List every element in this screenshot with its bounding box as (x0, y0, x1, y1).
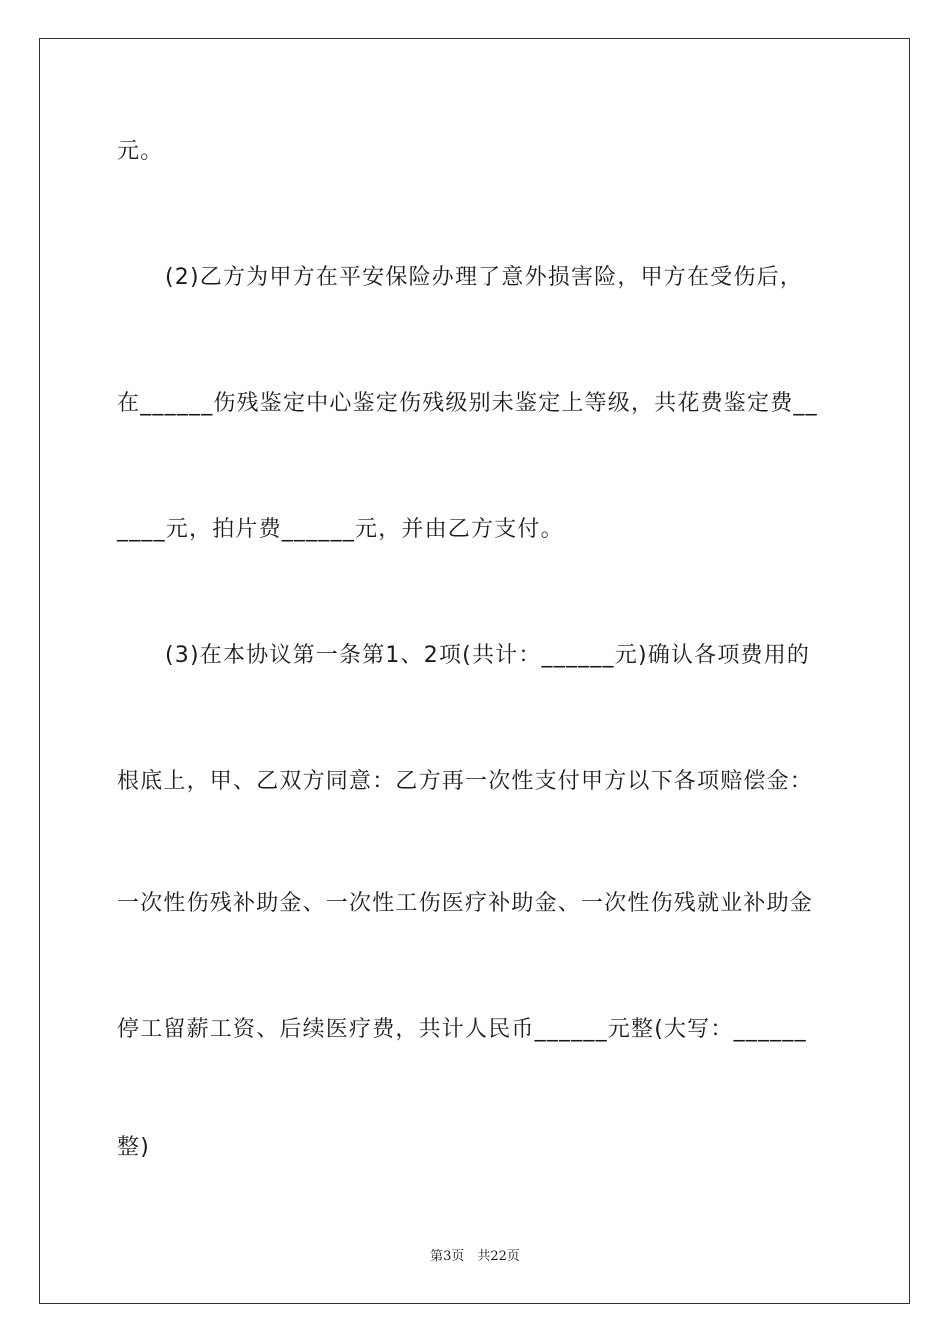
text-line: (2)乙方为甲方在平安保险办理了意外损害险，甲方在受伤后， (165, 265, 803, 290)
text-line: 根底上，甲、乙双方同意：乙方再一次性支付甲方以下各项赔偿金： (117, 769, 814, 794)
text-line: ____元，拍片费______元，并由乙方支付。 (117, 517, 564, 542)
text-line: 元。 (117, 139, 164, 164)
text-line: (3)在本协议第一条第1、2项(共计：______元)确认各项费用的 (165, 643, 811, 668)
text-line: 整) (117, 1135, 150, 1160)
page-border (39, 38, 910, 1304)
text-line: 停工留薪工资、后续医疗费，共计人民币______元整(大写：______ (117, 1017, 807, 1042)
page-number: 第3页 共22页 (430, 1249, 520, 1264)
text-line: 在______伤残鉴定中心鉴定伤残级别未鉴定上等级，共花费鉴定费__ (117, 391, 818, 416)
text-line: 一次性伤残补助金、一次性工伤医疗补助金、一次性伤残就业补助金 (117, 891, 814, 916)
